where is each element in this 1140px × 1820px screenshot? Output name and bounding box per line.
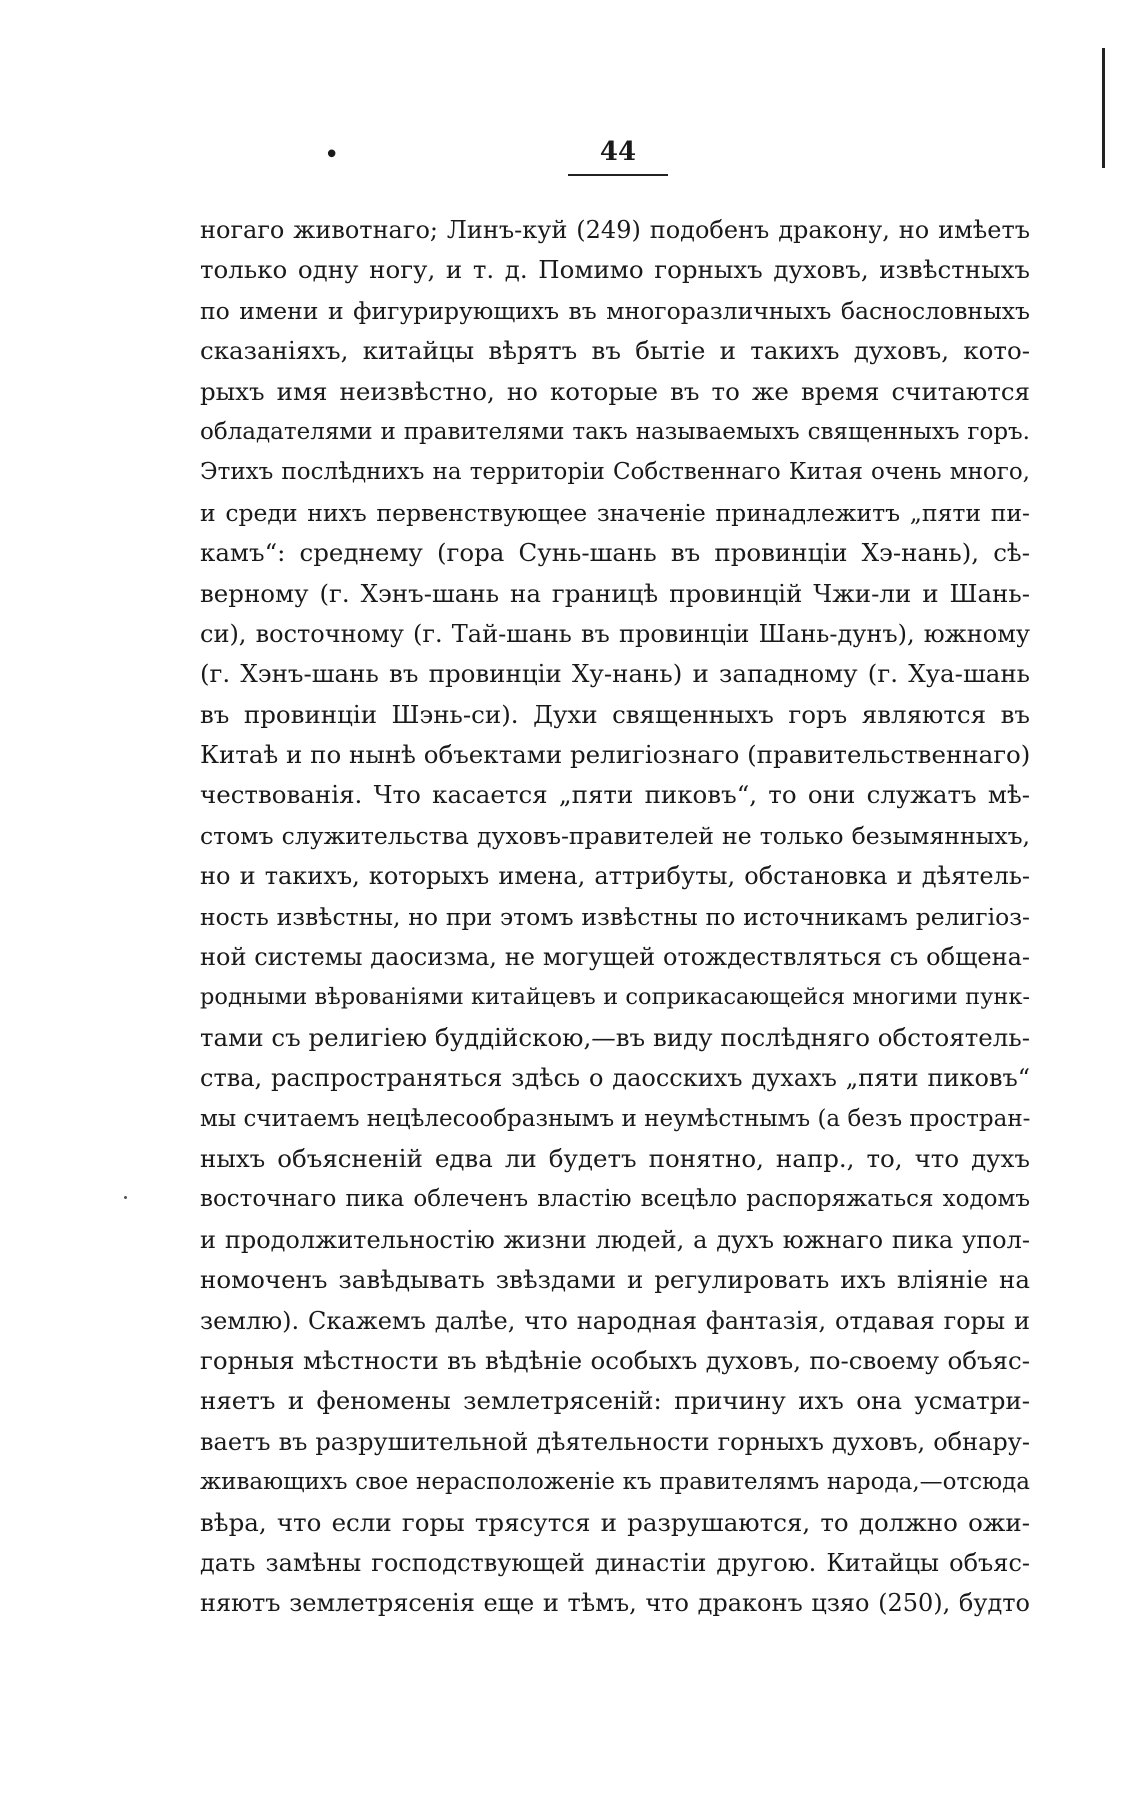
text-line: но и такихъ, которыхъ имена, аттрибуты, обстановка и дѣятель-: [200, 862, 1030, 891]
text-line: дать замѣны господствующей династіи другою. Китайцы объяс-: [200, 1548, 1030, 1577]
text-line: по имени и фигурирующихъ въ многоразличныхъ баснословныхъ: [200, 296, 1030, 325]
text-line: мы считаемъ нецѣлесообразнымъ и неумѣстнымъ (а безъ простран-: [200, 1105, 1031, 1132]
text-line: вѣра, что если горы трясутся и разрушаются, то должно ожи-: [200, 1507, 1030, 1537]
text-line: (г. Хэнъ-шань въ провинціи Ху-нань) и западному (г. Хуа-шань: [200, 659, 1030, 689]
text-line: ной системы даосизма, не могущей отождествляться съ общена-: [200, 943, 1030, 972]
text-line: живающихъ свое нерасположеніе къ правителямъ народа,—отсюда: [200, 1469, 1030, 1496]
body-text: [200, 210, 1030, 1624]
text-line: тами съ религіею буддійскою,—въ виду послѣдняго обстоятель-: [200, 1022, 1030, 1052]
text-line: горныя мѣстности въ вѣдѣніе особыхъ духовъ, по-своему объяс-: [200, 1345, 1030, 1375]
text-line: землю). Скажемъ далѣе, что народная фантазія, отдавая горы и: [200, 1306, 1030, 1335]
text-line: Этихъ послѣднихъ на территоріи Собственнаго Китая очень много,: [200, 459, 1030, 486]
text-line: си), восточному (г. Тай-шань въ провинціи Шань-дунъ), южному: [200, 619, 1030, 648]
text-line: ногаго животнаго; Линъ-куй (249) подобенъ дракону, но имѣетъ: [200, 216, 1030, 244]
margin-speck: [124, 1196, 127, 1199]
text-line: восточнаго пика облеченъ властію всецѣло распоряжаться ходомъ: [200, 1186, 1030, 1213]
text-line: ства, распространяться здѣсь о даосскихъ духахъ „пяти пиковъ“: [200, 1064, 1030, 1093]
text-line: только одну ногу, и т. д. Помимо горныхъ духовъ, извѣстныхъ: [200, 255, 1030, 285]
text-line: чествованія. Что касается „пяти пиковъ“, то они служатъ мѣ-: [200, 780, 1030, 810]
text-line: ваетъ въ разрушительной дѣятельности горныхъ духовъ, обнару-: [200, 1427, 1030, 1456]
header-bullet: •: [324, 140, 340, 170]
text-line: стомъ служительства духовъ-правителей не только безымянныхъ,: [200, 821, 1030, 850]
text-line: рыхъ имя неизвѣстно, но которые въ то же время считаются: [200, 376, 1030, 406]
page-number-rule: [568, 174, 668, 176]
text-line: няетъ и феномены землетрясеній: причину ихъ она усматри-: [200, 1386, 1030, 1416]
text-line: родными вѣрованіями китайцевъ и соприкасающейся многими пунк-: [200, 984, 1030, 1011]
text-line: Китаѣ и по нынѣ объектами религіознаго (правительственнаго): [200, 740, 1031, 770]
text-line: ность извѣстны, но при этомъ извѣстны по источникамъ религіоз-: [200, 902, 1030, 931]
text-line: камъ“: среднему (гора Сунь-шань въ провинціи Хэ-нань), сѣ-: [200, 538, 1030, 568]
text-line: верному (г. Хэнъ-шань на границѣ провинцій Чжи-ли и Шань-: [200, 578, 1030, 608]
text-line: няютъ землетрясенія еще и тѣмъ, что драконъ цзяо (250), будто: [200, 1589, 1030, 1618]
text-line: въ провинціи Шэнь-си). Духи священныхъ горъ являются въ: [200, 699, 1030, 729]
text-line: и среди нихъ первенствующее значеніе принадлежитъ „пяти пи-: [200, 498, 1030, 527]
text-line: и продолжительностію жизни людей, а духъ южнаго пика упол-: [200, 1225, 1030, 1254]
text-line: ныхъ объясненій едва ли будетъ понятно, напр., то, что духъ: [200, 1143, 1030, 1173]
text-line: сказаніяхъ, китайцы вѣрятъ въ бытіе и такихъ духовъ, кото-: [200, 336, 1030, 366]
page-header: [0, 138, 1140, 178]
text-line: обладателями и правителями такъ называемыхъ священныхъ горъ.: [200, 418, 1030, 445]
text-line: номоченъ завѣдывать звѣздами и регулировать ихъ вліяніе на: [200, 1265, 1030, 1295]
page-number: 44: [599, 137, 637, 167]
